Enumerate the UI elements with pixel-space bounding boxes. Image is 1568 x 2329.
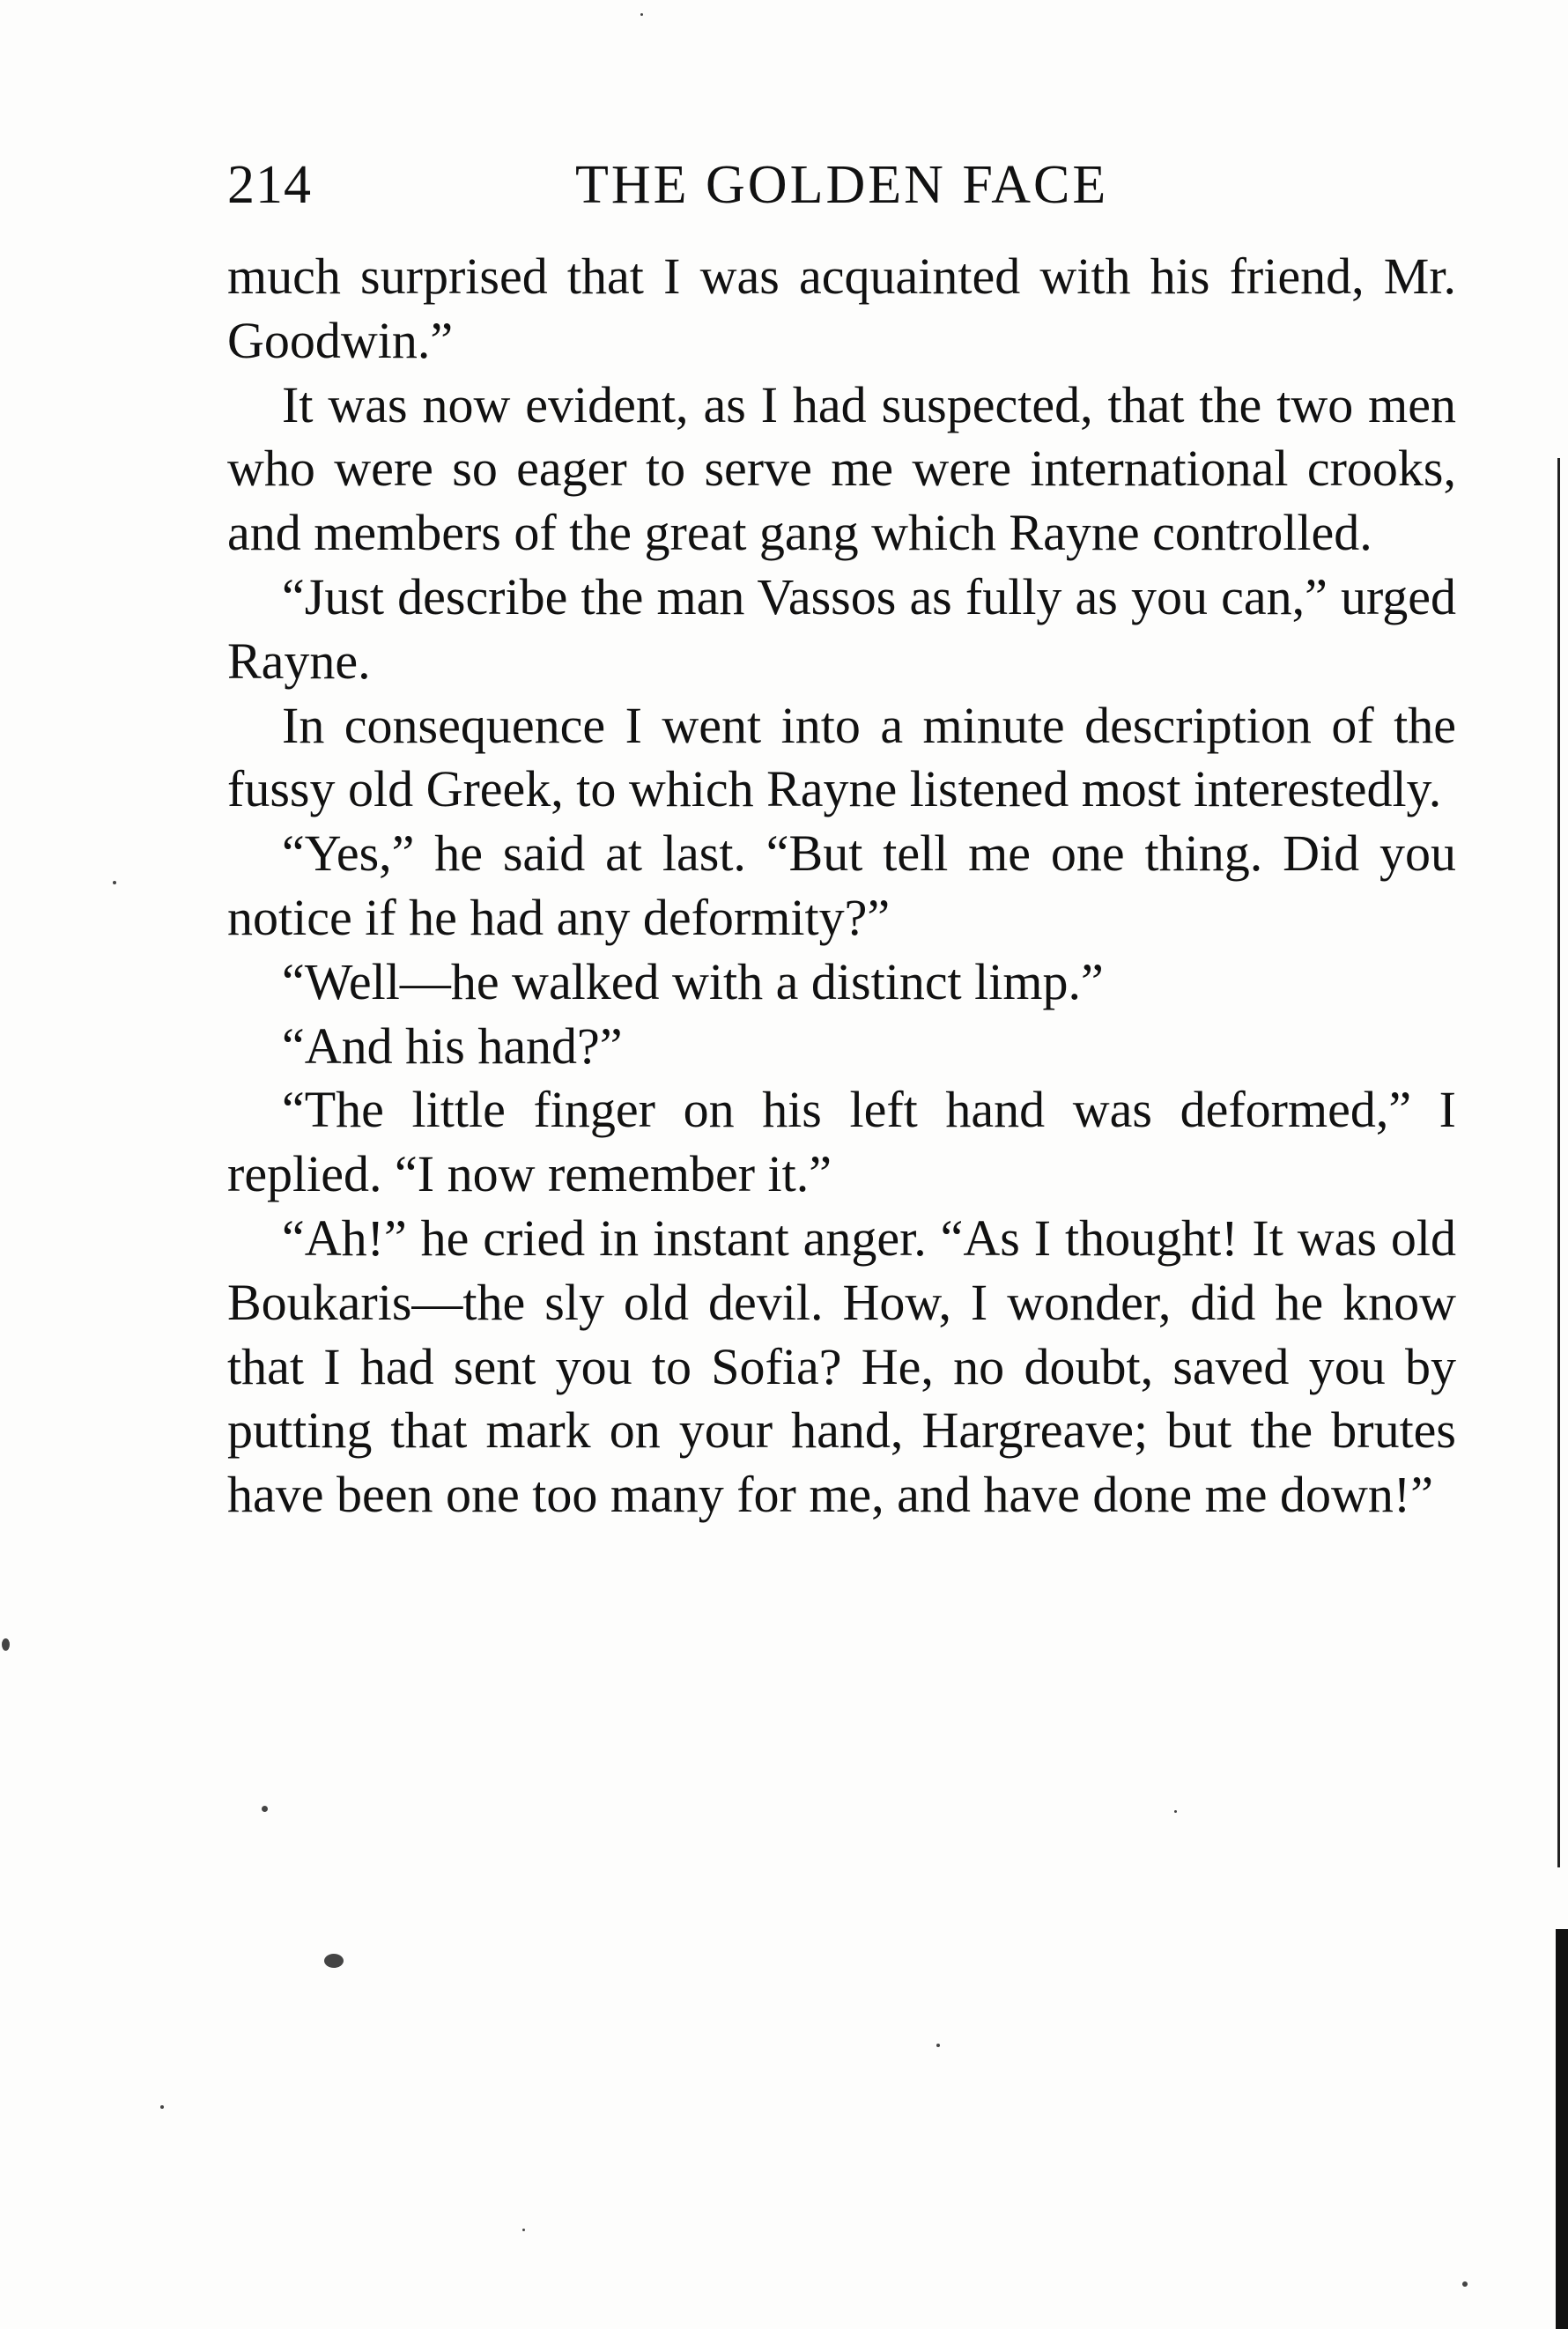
scan-speck [2, 1638, 10, 1651]
paragraph: In consequence I went into a minute description of the fussy old Greek, to which Rayne listened most interestedly. [227, 696, 1456, 818]
scan-speck [160, 2105, 164, 2109]
paragraph: “The little finger on his left hand was deformed,” I replied. “I now remember it.” [227, 1081, 1456, 1203]
binding-shadow-line [1557, 458, 1560, 1867]
paragraph: “And his hand?” [282, 1017, 623, 1075]
scan-speck [522, 2229, 525, 2231]
scan-speck [1174, 1810, 1177, 1813]
paragraph: “Yes,” he said at last. “But tell me one thing. Did you notice if he had any deformity?” [227, 824, 1456, 946]
scan-speck [936, 2044, 940, 2047]
scan-speck [324, 1954, 344, 1968]
binding-shadow-block [1556, 1929, 1568, 2329]
paragraph: “Well—he walked with a distinct limp.” [282, 952, 1104, 1010]
page-binding-edge [1556, 0, 1568, 2329]
paragraph-continued: much surprised that I was acquainted with his friend, Mr. Goodwin.” [227, 248, 1456, 369]
scan-speck [113, 881, 116, 884]
scan-speck [1462, 2281, 1468, 2287]
running-head [227, 150, 1456, 220]
paragraph: “Just describe the man Vassos as fully as you can,” urged Rayne. [227, 567, 1456, 690]
scan-speck [640, 13, 643, 16]
paragraph: “Ah!” he cried in instant anger. “As I thought! It was old Boukaris—the sly old devil. How, I wonder, did he know that I had sent you to Sofia? He, no doubt, saved you by putting that mark on your hand, Hargreave; but the brutes have been one too many for me, and have done me down!” [227, 1209, 1456, 1524]
body-text [227, 245, 1456, 1527]
paragraph: It was now evident, as I had suspected, that the two men who were so eager to serve me were international crooks, and members of the great gang which Rayne controlled. [227, 375, 1456, 562]
book-title: THE GOLDEN FACE [575, 155, 1109, 215]
page-number: 214 [227, 155, 312, 215]
scan-speck [262, 1806, 268, 1812]
